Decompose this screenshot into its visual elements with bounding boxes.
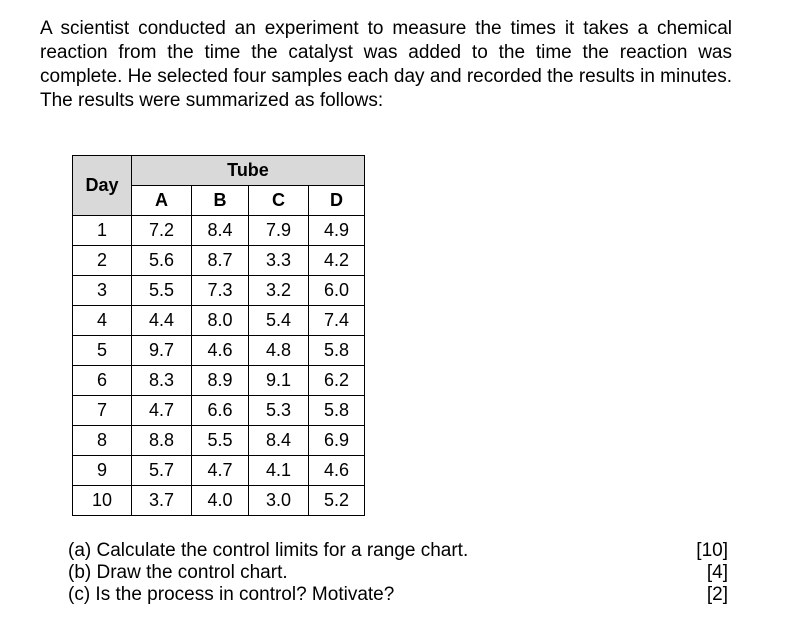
value-cell: 7.4 — [309, 306, 365, 336]
question-a — [68, 540, 728, 562]
value-cell: 5.3 — [249, 396, 309, 426]
value-cell: 6.9 — [309, 426, 365, 456]
value-cell: 4.7 — [192, 456, 249, 486]
value-cell: 8.9 — [192, 366, 249, 396]
day-cell: 10 — [73, 486, 132, 516]
value-cell: 4.9 — [309, 216, 365, 246]
value-cell: 4.6 — [192, 336, 249, 366]
table-row — [73, 216, 365, 246]
value-cell: 4.2 — [309, 246, 365, 276]
question-marks: [10] — [696, 540, 728, 561]
questions-list — [68, 540, 728, 606]
day-cell: 3 — [73, 276, 132, 306]
value-cell: 7.9 — [249, 216, 309, 246]
column-header-b: B — [192, 186, 249, 216]
question-marks: [4] — [706, 562, 728, 583]
table-row — [73, 456, 365, 486]
column-header-d: D — [309, 186, 365, 216]
value-cell: 5.7 — [132, 456, 192, 486]
value-cell: 4.4 — [132, 306, 192, 336]
column-header-c: C — [249, 186, 309, 216]
value-cell: 5.8 — [309, 396, 365, 426]
value-cell: 5.8 — [309, 336, 365, 366]
table-row — [73, 276, 365, 306]
question-marks: [2] — [706, 584, 728, 605]
value-cell: 6.6 — [192, 396, 249, 426]
table-row — [73, 336, 365, 366]
value-cell: 9.7 — [132, 336, 192, 366]
value-cell: 8.8 — [132, 426, 192, 456]
value-cell: 3.3 — [249, 246, 309, 276]
question-text: (c) Is the process in control? Motivate? — [68, 584, 395, 605]
day-cell: 9 — [73, 456, 132, 486]
tube-header: Tube — [132, 156, 365, 186]
day-cell: 6 — [73, 366, 132, 396]
value-cell: 8.7 — [192, 246, 249, 276]
question-b — [68, 562, 728, 584]
value-cell: 7.3 — [192, 276, 249, 306]
value-cell: 9.1 — [249, 366, 309, 396]
value-cell: 5.5 — [132, 276, 192, 306]
day-cell: 7 — [73, 396, 132, 426]
value-cell: 3.7 — [132, 486, 192, 516]
value-cell: 4.1 — [249, 456, 309, 486]
table-row — [73, 396, 365, 426]
intro-paragraph: A scientist conducted an experiment to measure the times it takes a chemical reaction from the time the catalyst was added to the time the reaction was complete. He selected four samples each day and recorded the results in minutes. The results were summarized as follows: — [40, 18, 732, 111]
table-row — [73, 366, 365, 396]
value-cell: 8.4 — [249, 426, 309, 456]
value-cell: 8.0 — [192, 306, 249, 336]
question-text: (a) Calculate the control limits for a range chart. — [68, 540, 469, 561]
day-cell: 1 — [73, 216, 132, 246]
day-cell: 8 — [73, 426, 132, 456]
value-cell: 5.6 — [132, 246, 192, 276]
table-row — [73, 246, 365, 276]
results-table — [72, 155, 365, 516]
value-cell: 7.2 — [132, 216, 192, 246]
value-cell: 8.3 — [132, 366, 192, 396]
question-c — [68, 584, 728, 606]
value-cell: 5.5 — [192, 426, 249, 456]
column-header-a: A — [132, 186, 192, 216]
value-cell: 3.2 — [249, 276, 309, 306]
value-cell: 6.2 — [309, 366, 365, 396]
table-row — [73, 486, 365, 516]
day-cell: 2 — [73, 246, 132, 276]
table-row — [73, 426, 365, 456]
table-body — [73, 216, 365, 516]
value-cell: 4.0 — [192, 486, 249, 516]
day-cell: 4 — [73, 306, 132, 336]
table-row — [73, 306, 365, 336]
question-text: (b) Draw the control chart. — [68, 562, 288, 583]
value-cell: 4.7 — [132, 396, 192, 426]
value-cell: 5.2 — [309, 486, 365, 516]
value-cell: 8.4 — [192, 216, 249, 246]
day-cell: 5 — [73, 336, 132, 366]
value-cell: 3.0 — [249, 486, 309, 516]
day-header: Day — [73, 156, 132, 216]
value-cell: 6.0 — [309, 276, 365, 306]
value-cell: 4.6 — [309, 456, 365, 486]
value-cell: 4.8 — [249, 336, 309, 366]
value-cell: 5.4 — [249, 306, 309, 336]
